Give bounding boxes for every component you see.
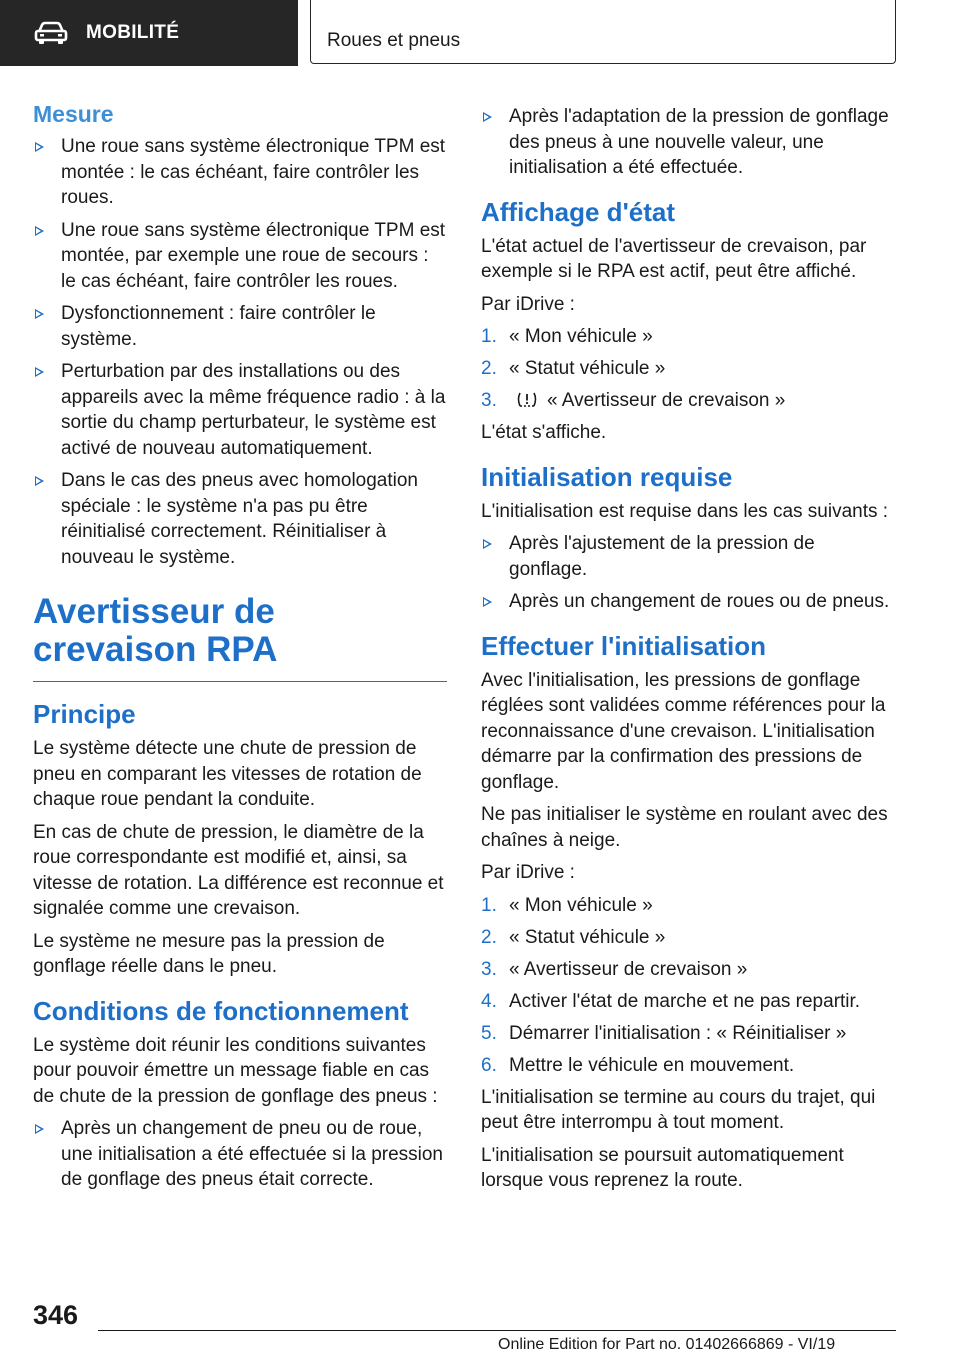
page-header — [0, 0, 960, 66]
paragraph: L'initialisation est requise dans les cas suivants : — [481, 500, 889, 522]
paragraph: En cas de chute de pression, le diamètre de la roue correspondante est modifié et, ainsi, sa vitesse de rotation. La différence est reconnue et signalée comme une crevaison. — [33, 821, 444, 919]
paragraph: Le système détecte une chute de pression de pneu en comparant les vitesses de rotation de chaque roue pendant la conduite. — [33, 738, 422, 810]
list-item: Après l'ajustement de la pression de gonflage. — [481, 531, 895, 582]
right-column — [481, 104, 895, 1201]
effectuer-steps — [481, 893, 895, 1079]
conditions-list — [33, 1116, 447, 1193]
car-icon — [34, 21, 68, 45]
step-item: 2. « Statut véhicule » — [481, 926, 666, 948]
paragraph: Par iDrive : — [481, 862, 575, 883]
footer-divider — [98, 1330, 896, 1331]
triangle-bullet-icon — [35, 476, 44, 486]
triangle-bullet-icon — [35, 142, 44, 152]
list-item: Après l'adaptation de la pression de gonflage des pneus à une nouvelle valeur, une initialisation a été effectuée. — [481, 104, 895, 181]
section-tab — [0, 0, 298, 66]
paragraph: L'initialisation se termine au cours du trajet, qui peut être interrompu à tout moment. — [481, 1086, 876, 1133]
heading-conditions: Conditions de fonctionnement — [33, 995, 409, 1026]
init-requise-list — [481, 531, 895, 615]
step-item: 6. Mettre le véhicule en mouvement. — [481, 1054, 795, 1076]
section-title: MOBILITÉ — [86, 22, 180, 43]
paragraph: Ne pas initialiser le système en roulant avec des chaînes à neige. — [481, 804, 888, 851]
step-item: 1. « Mon véhicule » — [481, 326, 653, 347]
edition-label: Online Edition for Part no. 01402666869 - VI/19 — [498, 1336, 836, 1353]
heading-effectuer: Effectuer l'initialisation — [481, 630, 767, 661]
paragraph: Le système doit réunir les conditions suivantes pour pouvoir émettre un message fiable en cas de chute de la pression de gonflage des pneus : — [33, 1034, 438, 1107]
list-item: Une roue sans système électronique TPM est montée : le cas échéant, faire contrôler les roues. — [33, 134, 447, 211]
triangle-bullet-icon — [35, 309, 44, 319]
heading-init-requise: Initialisation requise — [481, 461, 733, 492]
tire-warning-icon — [515, 389, 539, 409]
list-item: Après un changement de pneu ou de roue, une initialisation a été effectuée si la pression de gonflage des pneus était correcte. — [33, 1116, 447, 1193]
triangle-bullet-icon — [35, 1124, 44, 1134]
heading-affichage: Affichage d'état — [481, 196, 675, 227]
paragraph: L'état s'affiche. — [481, 422, 607, 443]
paragraph: Par iDrive : — [481, 293, 575, 315]
step-item: 3. « Avertisseur de crevaison » — [481, 958, 748, 980]
heading-mesure: Mesure — [33, 101, 114, 127]
paragraph: Avec l'initialisation, les pressions de gonflage réglées sont validées comme références pour la reconnaissance d'une crevaison. L'initialisation démarre par la confirmation des pressions de gonflage. — [481, 669, 886, 793]
list-item: Une roue sans système électronique TPM est montée, par exemple une roue de secours : le cas échéant, faire contrôler les roues. — [33, 218, 447, 295]
triangle-bullet-icon — [35, 226, 44, 236]
page-number: 346 — [33, 1300, 79, 1330]
step-item: 1. « Mon véhicule » — [481, 894, 653, 916]
left-column — [33, 100, 447, 1200]
paragraph: L'initialisation se poursuit automatiquement lorsque vous reprenez la route. — [481, 1144, 844, 1191]
triangle-bullet-icon — [483, 597, 492, 607]
triangle-bullet-icon — [483, 112, 492, 122]
conditions-list-cont — [481, 104, 895, 181]
mesure-list — [33, 134, 447, 570]
heading-principe: Principe — [33, 699, 136, 729]
chapter-title: Roues et pneus — [327, 30, 461, 51]
heading-rpa: Avertisseur de crevaison RPA — [33, 593, 447, 682]
list-item: Dysfonctionnement : faire contrôler le système. — [33, 301, 447, 352]
chapter-tab — [310, 0, 896, 64]
paragraph: Le système ne mesure pas la pression de gonflage réelle dans le pneu. — [33, 930, 385, 977]
list-item: Après un changement de roues ou de pneus. — [481, 589, 895, 615]
triangle-bullet-icon — [483, 539, 492, 549]
step-item: 2. « Statut véhicule » — [481, 358, 666, 379]
list-item: Perturbation par des installations ou des appareils avec la même fréquence radio : à la sortie du champ perturbateur, le système est activé de nouveau automatiquement. — [33, 359, 447, 461]
affichage-steps — [481, 324, 895, 414]
step-item: 5. Démarrer l'initialisation : « Réinitialiser » — [481, 1022, 847, 1044]
paragraph: L'état actuel de l'avertisseur de crevaison, par exemple si le RPA est actif, peut être affiché. — [481, 235, 867, 282]
list-item: Dans le cas des pneus avec homologation spéciale : le système n'a pas pu être réinitialisé correctement. Réinitialiser à nouveau le système. — [33, 468, 447, 570]
triangle-bullet-icon — [35, 367, 44, 377]
step-item: 4. Activer l'état de marche et ne pas repartir. — [481, 990, 861, 1012]
step-item: 3. « Avertisseur de crevaison » — [481, 390, 786, 411]
